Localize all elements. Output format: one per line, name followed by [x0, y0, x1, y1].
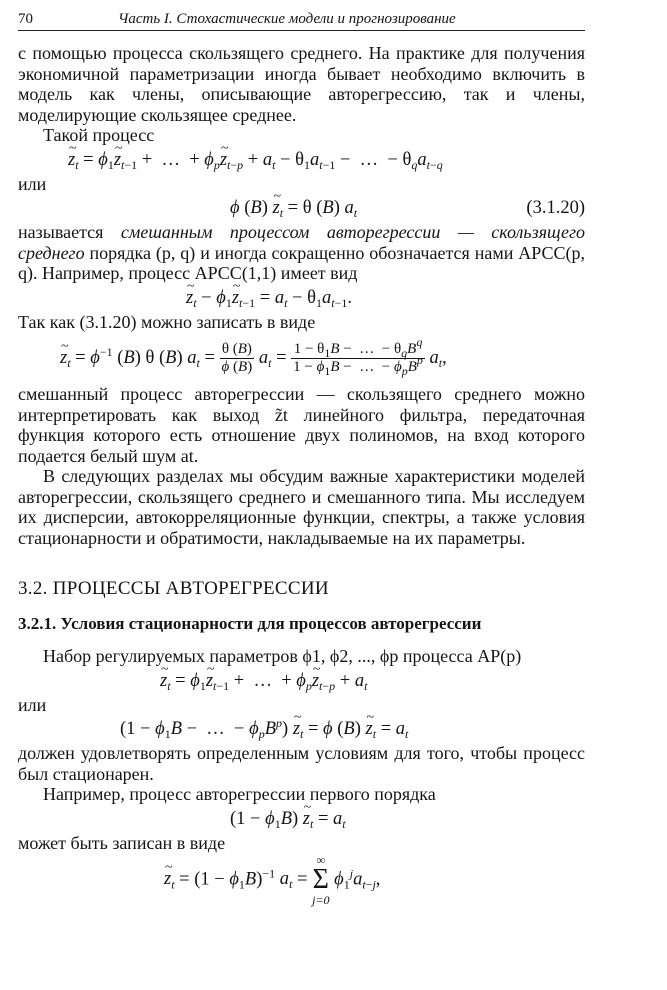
- page-number: 70: [18, 11, 33, 27]
- equation-arma-1-1: ~ $z_t$ − $\phi_1\sim$ $z_{t-1} = a_t - \theta_1a_{t-1}$.: [18, 284, 585, 312]
- page-header: [18, 8, 585, 31]
- equation-transfer-function: ~ $z_t = \phi^{-1}$ (B) θ (B) $a_t$ = $\frac{\theta (B)}{\phi (B)}$ $a_t$ = $\frac{1 - \theta_1B - \dots - \theta_qB^q}{1 - \phi_1B - \dots - \phi_pB^p}$ $a_t$,: [18, 332, 585, 384]
- paragraph-interpretation: смешанный процесс авторегрессии — скользящего среднего можно интерпретировать как выход z̃t линейного фильтра, передаточная функция которого есть отношение двух полиномов, на вход которого подается белый шум at.: [18, 384, 585, 466]
- equation-arma-expanded: ~ $z_t$ = $\phi_1\sim$ $z_{t-1}$ + … + $\phi_p\sim$ $z_{t-p} + a_t - \theta_1a_{t-1}$ − … − $\theta_qa_{t-q}$: [18, 146, 585, 174]
- paragraph-rewrite: Так как (3.1.20) можно записать в виде: [18, 311, 316, 332]
- paragraph-definition: [18, 222, 585, 284]
- equation-number: (3.1.20): [526, 198, 585, 218]
- word-or-1: или: [18, 173, 47, 194]
- book-page: [18, 8, 585, 983]
- section-heading: 3.2. ПРОЦЕССЫ АВТОРЕГРЕССИИ: [18, 578, 329, 599]
- paragraph-parameters: Набор регулируемых параметров ϕ1, ϕ2, ..., ϕp процесса АР(p): [43, 646, 522, 666]
- equation-3-1-20: ϕ (B) ~ $z_t = \theta$ (B) $a_t$ (3.1.20): [18, 194, 585, 222]
- equation-ar-1: $(1 - \phi_1B)$ ~ $z_t = a_t$: [18, 805, 585, 833]
- paragraph-first-order: Например, процесс авторегрессии первого порядка: [43, 784, 436, 804]
- definition-term: смешанным процессом авторегрессии — скользящего среднего: [18, 222, 586, 263]
- equation-ar-1-expansion: ~ $z_t = (1 - \phi_1B)^{-1}$ $a_t$ = ∞ Σ j=0 $\phi_1^ja_{t-j}$,: [18, 853, 585, 901]
- definition-text-b: порядка (p, q) и иногда сокращенно обозначается нами АРСС(p, q). Например, процесс АРСС(1,1) имеет вид: [18, 242, 585, 283]
- running-title: Часть I. Стохастические модели и прогнозирование: [118, 11, 456, 27]
- paragraph-intro: с помощью процесса скользящего среднего. На практике для получения экономичной параметризации иногда бывает необходимо включить в модель как члены, описывающие авторегрессию, так и члены, моделирующие скользящее среднее.: [18, 43, 585, 125]
- subsection-heading: 3.2.1. Условия стационарности для процессов авторегрессии: [18, 614, 482, 633]
- word-or-2: или: [18, 694, 47, 715]
- equation-ar-p: ~ $z_t$ = $\phi_1\sim$ $z_{t-1}$ + … + $\phi_p\sim$ $z_{t-p} + a_t$: [18, 667, 585, 695]
- page-body: [18, 43, 586, 907]
- definition-text-a: называется: [18, 222, 121, 242]
- paragraph-stationarity: должен удовлетворять определенным условиям для того, чтобы процесс был стационарен.: [18, 743, 585, 784]
- paragraph-written-as: может быть записан в виде: [18, 832, 226, 853]
- paragraph-next-sections: В следующих разделах мы обсудим важные характеристики моделей авторегрессии, скользящего среднего и смешанного типа. Мы исследуем их дисперсии, автокорреляционные функции, спектры, а также условия стационарности и обратимости, накладываемые на их параметры.: [18, 466, 585, 548]
- paragraph-such-process: Такой процесс: [43, 125, 155, 145]
- equation-ar-operator: ($1 - \phi_1B$ − … − $\phi_pB^p$) ~ $z_t = \phi$ (B) ~ $z_t = a_t$: [18, 715, 585, 743]
